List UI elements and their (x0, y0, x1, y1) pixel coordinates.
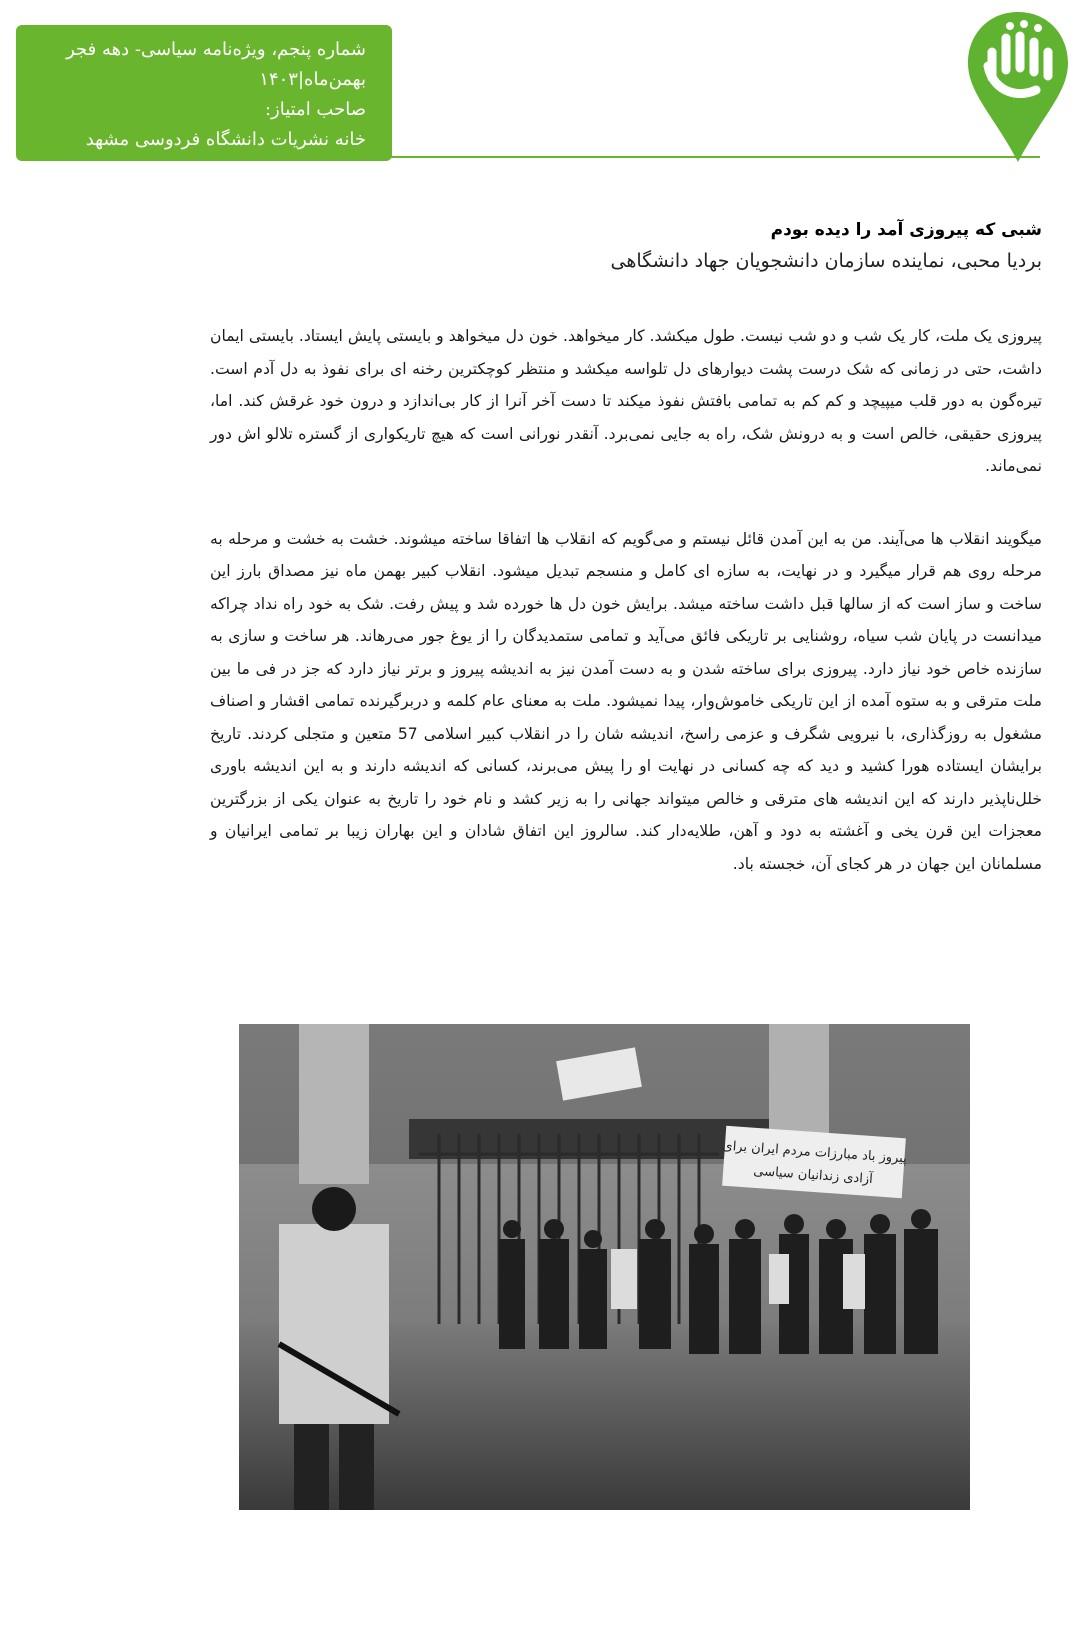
publisher-label: صاحب امتیاز: (264, 99, 366, 120)
historical-photo (239, 1024, 970, 1510)
location-pin-logo-icon (962, 8, 1074, 166)
issue-line: شماره پنجم، ویژه‌نامه سیاسی- دهه فجر (66, 39, 366, 60)
banner-text: پیروز باد مبارزات مردم ایران برای (722, 1138, 908, 1167)
article-byline: بردیا محبی، نماینده سازمان دانشجویان جهاد دانشگاهی (610, 250, 1042, 272)
article-paragraph: میگویند انقلاب ها می‌آیند. من به این آمدن قائل نیستم و می‌گویم که انقلاب ها اتفاقا ساخته میشوند. خشت به خشت و مرحله به مرحله روی هم قرار میگیرد و در نهایت، به سازه ای کامل و منسجم تبدیل میشود. انقلاب کبیر بهمن ماه نیز مصداق بارز این ساخت و ساز است که از سالها قبل داشت ساخته میشد. برایش خون دل ها خورده شد و پیش رفت. شک به خود راه نداد چراکه میدانست در پایان شب سیاه، روشنایی بر تاریکی فائق می‌آید و تمامی ستمدیدگان را از یوغ جور می‌رهاند. هر ساخت و سازی به سازنده خاص خود نیاز دارد. پیروزی برای ساخته شدن و به دست آمدن نیز به اندیشه پیروز و برتر نیاز دارد که جز در فی ما بین ملت مترقی و به ستوه آمده از این تاریکی خاموش‌وار، پیدا نمیشود. ملت به معنای عام کلمه و دربرگیرنده تمامی اقشار و اصناف مشغول به روزگذاری، با نیرویی شگرف و عزمی راسخ، اندیشه شان را در انقلاب کبیر اسلامی 57 متعین و متجلی کردند. تاریخ برایشان ایستاده هورا کشید و دید که چه کسانی در نهایت او را پیش می‌برند، کسانی که اندیشه دارند و به این اندیشه باوری خلل‌ناپذیر دارند که این اندیشه های مترقی و خالص میتواند جهانی را به زیر کشد و نام خود را تاریخ به عنوان یکی از بزرگترین معجزات این قرن یخی و آغشته به دود و آهن، طلایه‌دار کند. سالروز این اتفاق شادان و این بهاران زیبا بر تمامی ایرانیان و مسلمانان این جهان در هر کجای آن، خجسته باد. (210, 529, 1042, 873)
issue-info-box (16, 25, 392, 161)
publisher-name: خانه نشریات دانشگاه فردوسی مشهد (85, 129, 366, 150)
article (210, 218, 1042, 880)
header-divider (390, 156, 1040, 158)
article-paragraph: پیروزی یک ملت، کار یک شب و دو شب نیست. طول میکشد. کار میخواهد. خون دل میخواهد و بایستی پایش ایستاد. بایستی ایمان داشت، حتی در زمانی که شک درست پشت دیوارهای دل تلواسه میکشد و منتظر کوچکترین رخنه ای برای نفوذ به دل آدم است. تیره‌گون به دور قلب میپیچد و کم کم به تمامی بافتش نفوذ میکند تا دست آخر آنرا از کار بی‌اندازد و درون خود غرقش کند. اما، پیروزی حقیقی، خالص است و به درونش شک، راه به جایی نمی‌برد. آنقدر نورانی است که هیچ تاریکواری از گستره تلالو اش دور نمی‌ماند. (210, 327, 1042, 475)
banner-text: آزادی زندانیان سیاسی (752, 1163, 874, 1188)
article-title: شبی که پیروزی آمد را دیده بودم (770, 220, 1042, 240)
issue-date: بهمن‌ماه|۱۴۰۳ (259, 69, 366, 90)
